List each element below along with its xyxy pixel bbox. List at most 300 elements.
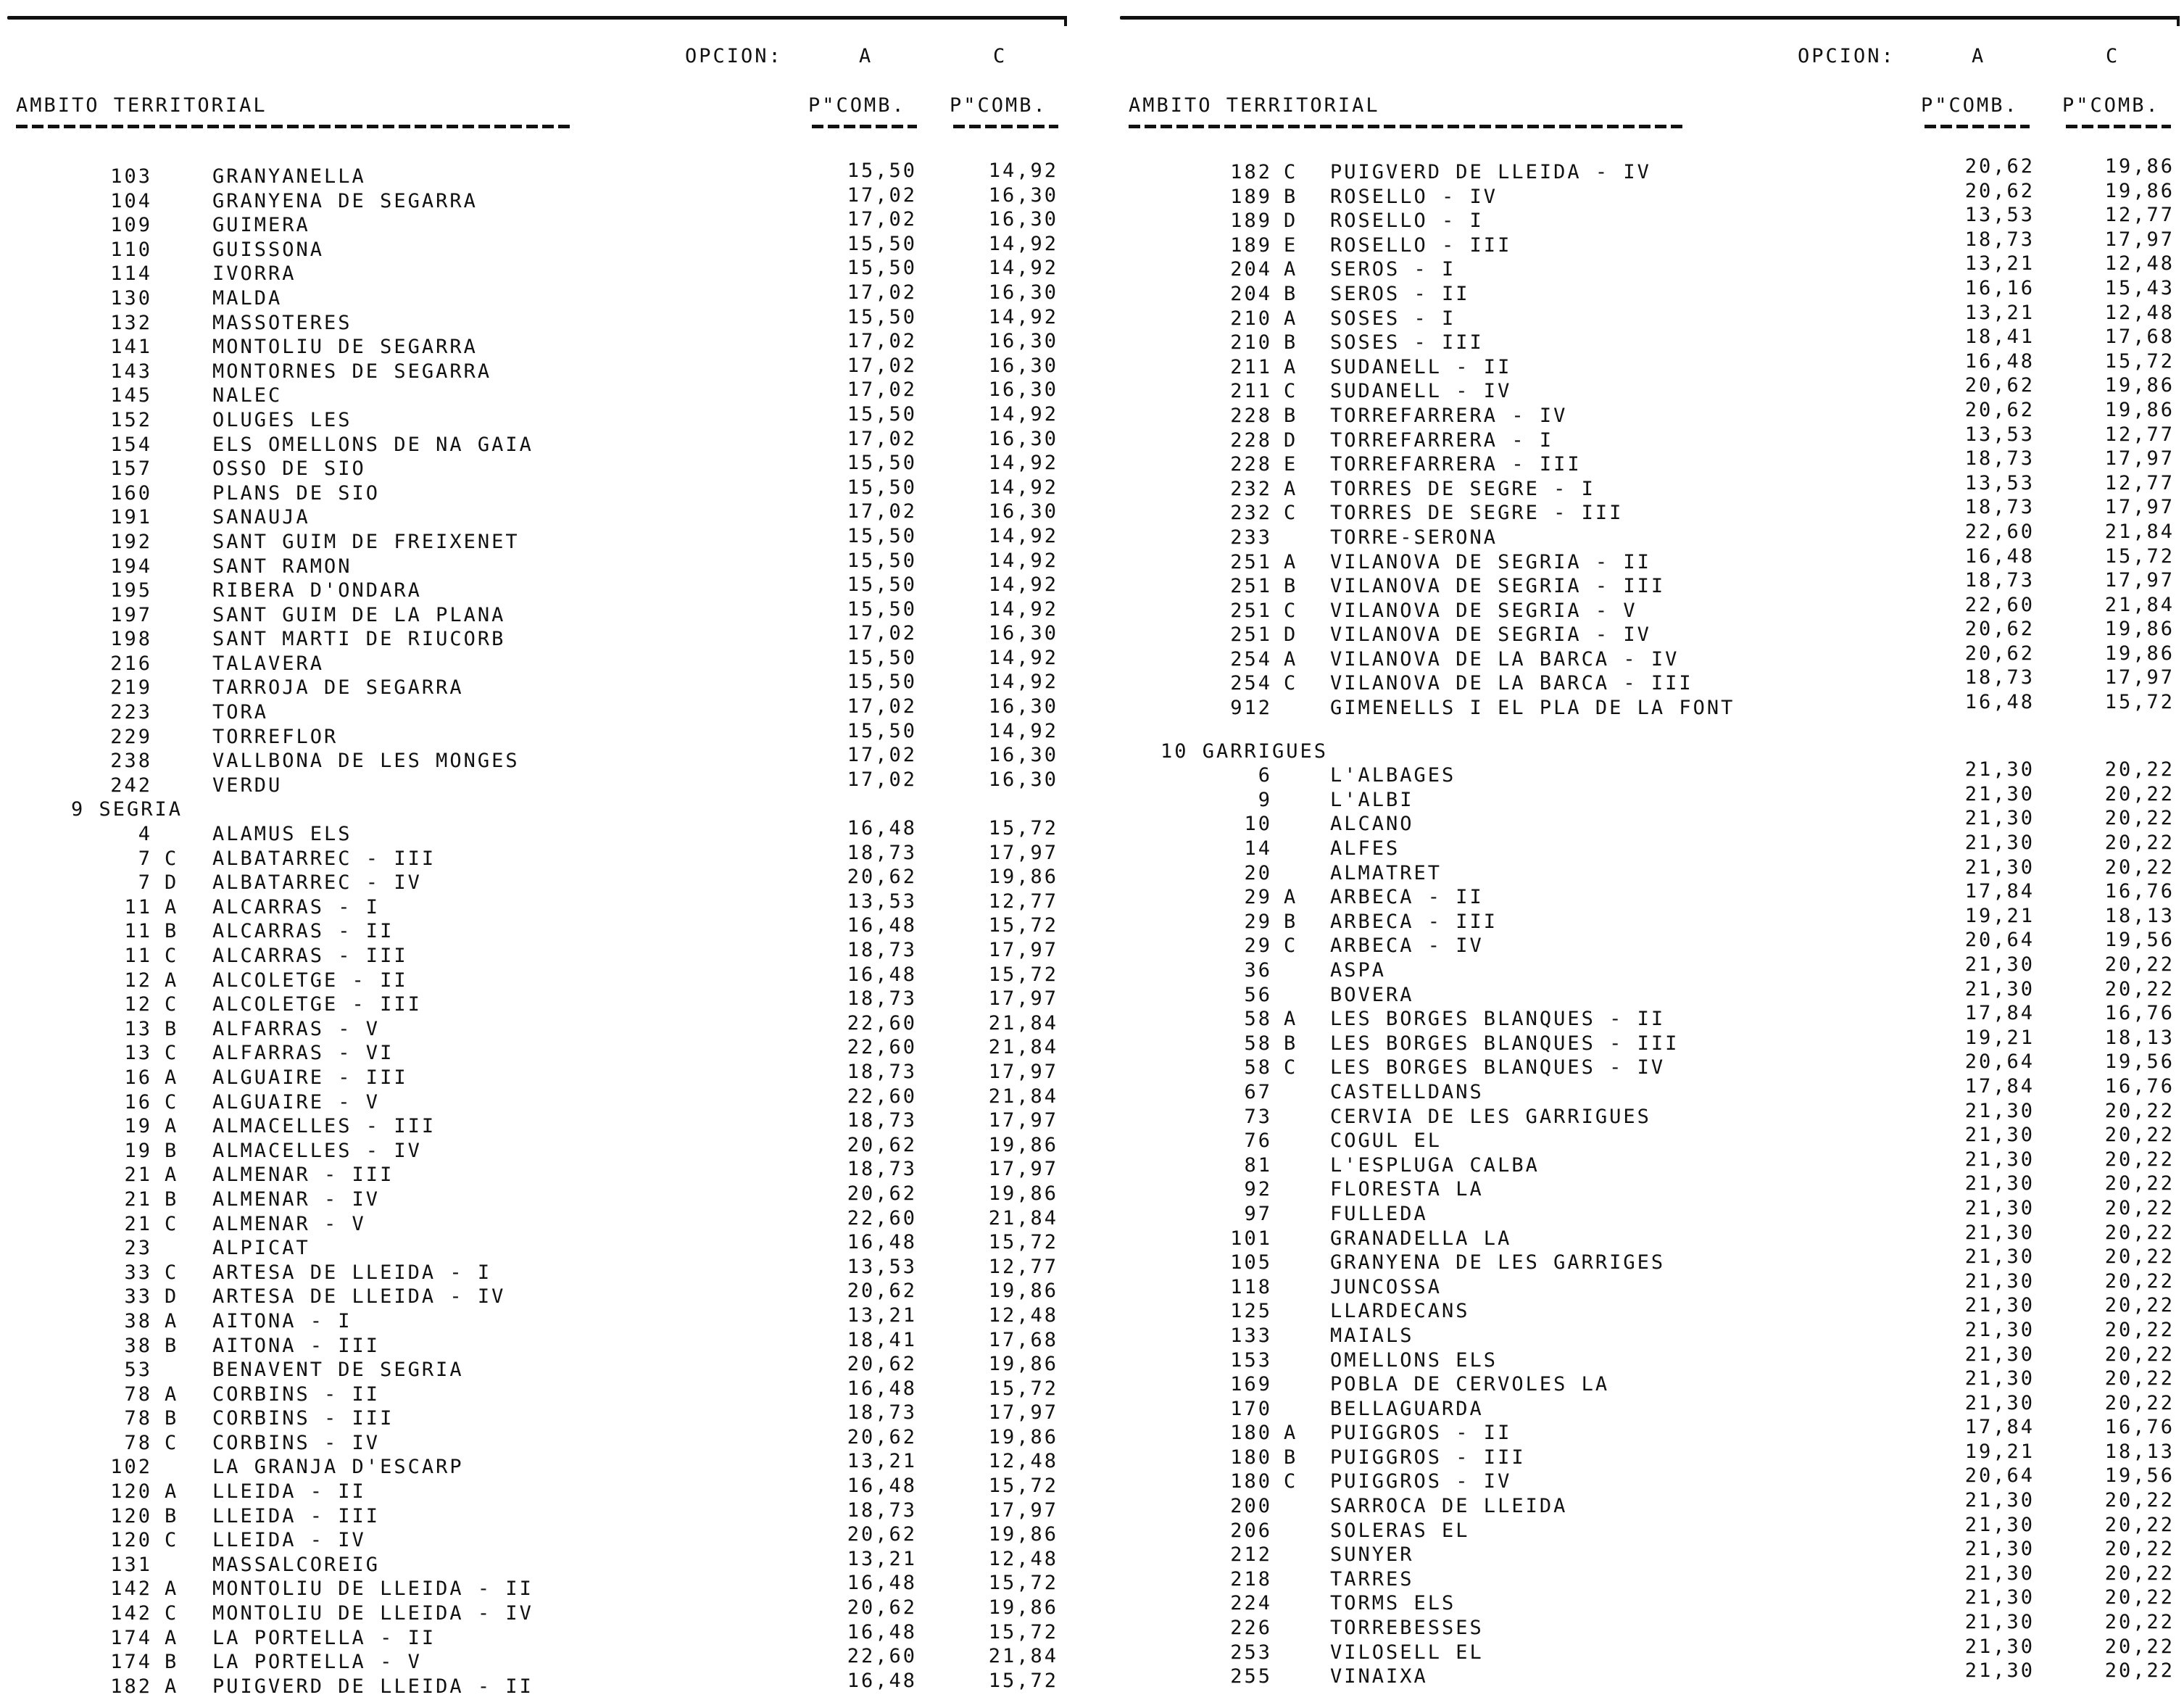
price-option-c: 20,22 [2104, 1538, 2175, 1561]
price-option-c: 16,30 [988, 281, 1058, 304]
municipality-code: 211 [1230, 355, 1272, 378]
price-option-c: 20,22 [2104, 1562, 2175, 1585]
municipality-code: 29 [1244, 934, 1272, 958]
zone-suffix: B [1284, 1446, 1298, 1469]
municipality-name: ARBECA - III [1330, 910, 1498, 933]
price-option-c: 14,92 [988, 671, 1058, 694]
municipality-name: VILANOVA DE SEGRIA - III [1330, 575, 1666, 598]
price-option-a: 21,30 [1964, 832, 2035, 855]
price-option-c: 19,86 [2104, 398, 2175, 421]
price-option-c: 19,86 [2104, 155, 2175, 178]
municipality-code: 110 [110, 238, 152, 261]
municipality-code: 97 [1244, 1202, 1272, 1225]
zone-suffix: D [1284, 623, 1298, 647]
zone-suffix: A [165, 969, 179, 992]
municipality-code: 251 [1230, 575, 1272, 598]
price-option-a: 21,30 [1964, 1635, 2035, 1658]
municipality-code: 191 [110, 506, 152, 529]
price-option-c: 20,22 [2104, 807, 2175, 830]
price-option-c: 20,22 [2104, 832, 2175, 855]
municipality-name: RIBERA D'ONDARA [212, 579, 422, 602]
price-option-c: 12,77 [2104, 471, 2175, 494]
price-option-a: 18,73 [1964, 447, 2035, 470]
price-option-c: 16,30 [988, 378, 1058, 402]
municipality-code: 78 [124, 1431, 152, 1454]
price-option-a: 21,30 [1964, 1148, 2035, 1171]
municipality-name: MONTOLIU DE SEGARRA [212, 336, 478, 359]
zone-suffix: D [1284, 210, 1298, 233]
price-option-c: 20,22 [2104, 1148, 2175, 1171]
price-option-c: 19,86 [988, 1353, 1058, 1376]
municipality-code: 120 [110, 1480, 152, 1504]
price-option-c: 15,72 [988, 914, 1058, 937]
municipality-name: SOLERAS EL [1330, 1519, 1470, 1542]
price-option-a: 17,02 [847, 183, 917, 207]
municipality-code: 180 [1230, 1422, 1272, 1445]
price-option-a: 15,50 [847, 524, 917, 547]
municipality-name: PLANS DE SIO [212, 481, 381, 505]
pcomb-a-heading: P"COMB. [1921, 94, 2019, 117]
municipality-code: 20 [1244, 861, 1272, 884]
zone-suffix: C [1284, 380, 1298, 403]
municipality-name: ALCOLETGE - II [212, 969, 408, 992]
price-option-c: 12,48 [2104, 252, 2175, 275]
price-option-a: 21,30 [1964, 1586, 2035, 1609]
price-option-a: 18,73 [847, 841, 917, 864]
option-a-label: A [1972, 45, 1986, 67]
municipality-name: TALAVERA [212, 652, 325, 675]
price-option-a: 16,48 [847, 1669, 917, 1692]
municipality-code: 19 [124, 1115, 152, 1138]
price-option-a: 19,21 [1964, 904, 2035, 927]
zone-suffix: B [165, 1017, 179, 1040]
zone-suffix: C [1284, 1470, 1298, 1493]
price-option-a: 21,30 [1964, 953, 2035, 976]
price-option-c: 19,86 [2104, 642, 2175, 665]
municipality-code: 102 [110, 1456, 152, 1479]
zone-suffix: A [1284, 258, 1298, 281]
zone-suffix: A [1284, 355, 1298, 378]
municipality-code: 212 [1230, 1543, 1272, 1567]
municipality-code: 194 [110, 555, 152, 578]
municipality-code: 224 [1230, 1592, 1272, 1615]
zone-suffix: C [1284, 502, 1298, 525]
price-option-c: 20,22 [2104, 1659, 2175, 1683]
price-option-c: 19,86 [2104, 374, 2175, 397]
municipality-name: FULLEDA [1330, 1202, 1428, 1225]
right-column [1120, 0, 2178, 1700]
municipality-code: 105 [1230, 1251, 1272, 1274]
zone-suffix: C [165, 945, 179, 967]
municipality-name: GRANYANELLA [212, 165, 366, 188]
price-option-a: 13,21 [847, 1450, 917, 1473]
municipality-code: 53 [124, 1359, 152, 1382]
municipality-name: L'ESPLUGA CALBA [1330, 1153, 1540, 1177]
municipality-name: TORREBESSES [1330, 1617, 1484, 1640]
municipality-name: ALAMUS ELS [212, 823, 352, 846]
price-option-a: 16,48 [847, 817, 917, 840]
price-option-c: 21,84 [2104, 593, 2175, 616]
price-option-c: 20,22 [2104, 758, 2175, 781]
price-option-a: 18,41 [847, 1328, 917, 1351]
municipality-name: TARROJA DE SEGARRA [212, 676, 464, 700]
municipality-name: ALCARRAS - I [212, 895, 381, 919]
price-option-a: 20,62 [847, 866, 917, 889]
municipality-name: GUISSONA [212, 238, 325, 261]
municipality-name: CASTELLDANS [1330, 1080, 1484, 1103]
municipality-name: SUNYER [1330, 1543, 1414, 1567]
municipality-code: 33 [124, 1285, 152, 1309]
price-option-a: 17,02 [847, 695, 917, 718]
price-option-a: 21,30 [1964, 1196, 2035, 1219]
municipality-name: PUIGGROS - III [1330, 1446, 1526, 1469]
municipality-code: 11 [124, 945, 152, 967]
municipality-code: 114 [110, 262, 152, 286]
municipality-code: 130 [110, 286, 152, 310]
municipality-name: TORREFARRERA - III [1330, 453, 1582, 476]
price-option-c: 15,72 [988, 1377, 1058, 1400]
section-spacer [1120, 721, 2178, 740]
price-option-a: 13,53 [1964, 204, 2035, 227]
price-option-c: 20,22 [2104, 1221, 2175, 1244]
price-option-c: 20,22 [2104, 1269, 2175, 1293]
municipality-name: ASPA [1330, 959, 1387, 982]
zone-suffix: C [165, 1261, 179, 1284]
municipality-name: ALMENAR - IV [212, 1187, 381, 1211]
price-option-c: 16,76 [2104, 1416, 2175, 1439]
price-option-c: 17,97 [2104, 496, 2175, 519]
price-option-c: 14,92 [988, 305, 1058, 328]
municipality-name: GIMENELLS I EL PLA DE LA FONT [1330, 697, 1735, 720]
zone-suffix: A [165, 1675, 179, 1698]
price-option-a: 16,48 [847, 963, 917, 986]
price-option-a: 18,73 [1964, 666, 2035, 689]
zone-suffix: A [165, 1066, 179, 1089]
comarca-name: 9 SEGRIA [71, 798, 183, 821]
zone-suffix: B [1284, 331, 1298, 354]
price-option-c: 21,84 [988, 1206, 1058, 1230]
price-option-a: 17,02 [847, 330, 917, 353]
price-option-c: 14,92 [988, 549, 1058, 572]
price-option-a: 18,73 [1964, 569, 2035, 592]
table-row [1120, 691, 2178, 721]
price-option-a: 18,73 [847, 939, 917, 961]
municipality-name: SANAUJA [212, 506, 310, 529]
price-option-a: 15,50 [847, 573, 917, 597]
price-option-a: 18,73 [847, 987, 917, 1011]
price-option-c: 16,76 [2104, 880, 2175, 903]
price-option-c: 19,86 [2104, 618, 2175, 641]
municipality-name: VINAIXA [1330, 1665, 1428, 1688]
price-option-c: 20,22 [2104, 977, 2175, 1000]
municipality-code: 174 [110, 1626, 152, 1649]
municipality-name: MONTORNES DE SEGARRA [212, 360, 492, 383]
price-option-a: 20,64 [1964, 1464, 2035, 1488]
municipality-name: ROSELLO - III [1330, 233, 1512, 257]
municipality-code: 11 [124, 920, 152, 943]
municipality-code: 206 [1230, 1519, 1272, 1542]
zone-suffix: A [165, 1115, 179, 1138]
municipality-code: 143 [110, 360, 152, 383]
price-option-a: 13,21 [847, 1547, 917, 1570]
zone-suffix: B [165, 1187, 179, 1211]
price-option-a: 18,73 [847, 1498, 917, 1522]
municipality-code: 23 [124, 1237, 152, 1260]
price-option-a: 21,30 [1964, 1538, 2035, 1561]
top-rule [1120, 16, 2178, 20]
municipality-code: 9 [1258, 788, 1272, 811]
municipality-name: MONTOLIU DE LLEIDA - IV [212, 1602, 533, 1625]
municipality-name: ARTESA DE LLEIDA - I [212, 1261, 492, 1284]
price-option-c: 14,92 [988, 597, 1058, 621]
municipality-name: ELS OMELLONS DE NA GAIA [212, 433, 533, 456]
municipality-name: MALDA [212, 286, 283, 310]
price-option-c: 20,22 [2104, 1513, 2175, 1536]
municipality-name: SUDANELL - II [1330, 355, 1512, 378]
zone-suffix: B [165, 1334, 179, 1357]
price-option-c: 14,92 [988, 719, 1058, 742]
zone-suffix: C [165, 1529, 179, 1552]
municipality-name: BENAVENT DE SEGRIA [212, 1359, 464, 1382]
price-option-c: 19,86 [988, 1182, 1058, 1205]
price-option-c: 17,97 [988, 1401, 1058, 1425]
municipality-code: 228 [1230, 453, 1272, 476]
municipality-name: LES BORGES BLANQUES - II [1330, 1008, 1666, 1031]
municipality-name: TARRES [1330, 1567, 1414, 1591]
price-option-c: 12,48 [988, 1303, 1058, 1327]
municipality-name: VILANOVA DE LA BARCA - III [1330, 672, 1693, 695]
price-option-a: 15,50 [847, 452, 917, 475]
municipality-code: 189 [1230, 185, 1272, 208]
municipality-code: 211 [1230, 380, 1272, 403]
zone-suffix: C [1284, 599, 1298, 622]
zone-suffix: B [165, 1139, 179, 1162]
price-option-a: 20,62 [847, 1182, 917, 1205]
price-option-c: 20,22 [2104, 1391, 2175, 1414]
municipality-code: 169 [1230, 1373, 1272, 1396]
municipality-code: 78 [124, 1382, 152, 1406]
municipality-name: SANT GUIM DE FREIXENET [212, 530, 520, 553]
price-option-c: 12,48 [988, 1450, 1058, 1473]
municipality-code: 198 [110, 628, 152, 651]
municipality-name: ALCANO [1330, 813, 1414, 836]
price-option-a: 15,50 [847, 671, 917, 694]
municipality-code: 251 [1230, 623, 1272, 647]
price-option-a: 18,73 [847, 1060, 917, 1083]
municipality-name: JUNCOSSA [1330, 1275, 1442, 1298]
price-option-c: 20,22 [2104, 1196, 2175, 1219]
price-option-a: 21,30 [1964, 1294, 2035, 1317]
price-option-c: 15,72 [988, 1669, 1058, 1692]
municipality-code: 131 [110, 1553, 152, 1576]
left-column [7, 0, 1066, 1700]
municipality-code: 78 [124, 1407, 152, 1430]
price-option-a: 21,30 [1964, 1513, 2035, 1536]
price-option-c: 16,30 [988, 695, 1058, 718]
municipality-code: 13 [124, 1017, 152, 1040]
zone-suffix: A [1284, 1008, 1298, 1031]
municipality-code: 170 [1230, 1397, 1272, 1420]
municipality-code: 16 [124, 1066, 152, 1089]
municipality-name: SOSES - I [1330, 307, 1456, 330]
municipality-code: 242 [110, 774, 152, 797]
municipality-code: 133 [1230, 1324, 1272, 1347]
price-option-a: 20,64 [1964, 1050, 2035, 1074]
municipality-name: IVORRA [212, 262, 296, 286]
municipality-code: 7 [138, 847, 152, 870]
municipality-code: 19 [124, 1139, 152, 1162]
municipality-code: 58 [1244, 1032, 1272, 1055]
price-option-a: 18,73 [1964, 496, 2035, 519]
comarca-name: 10 GARRIGUES [1160, 739, 1329, 763]
price-option-a: 17,02 [847, 768, 917, 791]
price-option-a: 17,84 [1964, 1074, 2035, 1098]
price-option-c: 19,86 [988, 1425, 1058, 1448]
municipality-code: 56 [1244, 983, 1272, 1006]
price-option-c: 18,13 [2104, 904, 2175, 927]
municipality-code: 216 [110, 652, 152, 675]
price-option-c: 12,48 [2104, 301, 2175, 324]
price-option-a: 13,53 [1964, 471, 2035, 494]
municipality-code: 36 [1244, 959, 1272, 982]
municipality-name: OSSO DE SIO [212, 457, 366, 481]
price-option-c: 17,97 [2104, 447, 2175, 470]
zone-suffix: C [165, 1431, 179, 1454]
municipality-code: 195 [110, 579, 152, 602]
municipality-code: 132 [110, 311, 152, 334]
municipality-code: 189 [1230, 233, 1272, 257]
price-option-a: 21,30 [1964, 1172, 2035, 1195]
price-option-c: 15,72 [988, 963, 1058, 986]
price-option-a: 21,30 [1964, 807, 2035, 830]
municipality-name: ROSELLO - IV [1330, 185, 1498, 208]
municipality-code: 180 [1230, 1446, 1272, 1469]
price-option-c: 15,72 [2104, 691, 2175, 714]
rate-table-right [1120, 155, 2178, 1690]
municipality-code: 210 [1230, 331, 1272, 354]
municipality-name: TORRE-SERONA [1330, 526, 1498, 549]
municipality-code: 73 [1244, 1105, 1272, 1128]
zone-suffix: C [165, 1602, 179, 1625]
municipality-name: ALFARRAS - V [212, 1017, 381, 1040]
price-option-c: 17,68 [988, 1328, 1058, 1351]
price-option-c: 12,48 [988, 1547, 1058, 1570]
price-option-a: 19,21 [1964, 1026, 2035, 1049]
price-option-c: 21,84 [988, 1036, 1058, 1059]
price-option-c: 14,92 [988, 524, 1058, 547]
price-option-a: 15,50 [847, 159, 917, 182]
price-option-c: 19,86 [988, 1280, 1058, 1303]
municipality-name: SANT MARTI DE RIUCORB [212, 628, 506, 651]
price-option-c: 14,92 [988, 232, 1058, 255]
price-option-c: 20,22 [2104, 782, 2175, 805]
municipality-code: 226 [1230, 1617, 1272, 1640]
price-option-a: 17,84 [1964, 1416, 2035, 1439]
price-option-c: 14,92 [988, 402, 1058, 426]
price-option-a: 13,53 [1964, 423, 2035, 446]
option-a-label: A [859, 45, 873, 67]
municipality-code: 251 [1230, 599, 1272, 622]
municipality-code: 13 [124, 1042, 152, 1065]
municipality-code: 253 [1230, 1641, 1272, 1664]
price-option-a: 16,48 [1964, 691, 2035, 714]
price-option-c: 17,97 [988, 841, 1058, 864]
price-option-a: 17,84 [1964, 880, 2035, 903]
municipality-name: SARROCA DE LLEIDA [1330, 1495, 1568, 1518]
municipality-name: ARBECA - IV [1330, 934, 1484, 958]
price-option-a: 20,62 [1964, 155, 2035, 178]
heading-underline [1129, 125, 1687, 128]
rate-table-left [7, 159, 1066, 1699]
price-option-a: 21,30 [1964, 1562, 2035, 1585]
price-option-c: 20,22 [2104, 1343, 2175, 1366]
municipality-name: BOVERA [1330, 983, 1414, 1006]
price-option-a: 15,50 [847, 476, 917, 499]
price-option-a: 17,02 [847, 208, 917, 231]
zone-suffix: A [165, 895, 179, 919]
municipality-code: 238 [110, 750, 152, 773]
price-option-c: 14,92 [988, 476, 1058, 499]
price-option-c: 20,22 [2104, 1294, 2175, 1317]
municipality-name: TORREFARRERA - I [1330, 428, 1554, 452]
municipality-name: VALLBONA DE LES MONGES [212, 750, 520, 773]
price-option-c: 21,84 [988, 1085, 1058, 1108]
price-option-a: 21,30 [1964, 1367, 2035, 1390]
municipality-name: MAIALS [1330, 1324, 1414, 1347]
price-option-c: 16,30 [988, 768, 1058, 791]
price-option-a: 20,62 [1964, 642, 2035, 665]
price-option-a: 13,21 [1964, 301, 2035, 324]
municipality-code: 145 [110, 384, 152, 407]
municipality-name: ALCARRAS - III [212, 945, 408, 967]
price-option-c: 15,72 [988, 817, 1058, 840]
price-option-a: 21,30 [1964, 1611, 2035, 1634]
municipality-name: ALMENAR - V [212, 1212, 366, 1235]
price-option-a: 20,62 [847, 1133, 917, 1156]
municipality-name: ALMACELLES - IV [212, 1139, 422, 1162]
municipality-code: 204 [1230, 258, 1272, 281]
municipality-code: 152 [110, 408, 152, 431]
pcomb-c-underline [953, 125, 1058, 128]
price-option-c: 16,30 [988, 183, 1058, 207]
municipality-name: AITONA - I [212, 1309, 352, 1332]
municipality-name: PUIGGROS - II [1330, 1422, 1512, 1445]
price-option-c: 12,77 [988, 1255, 1058, 1278]
price-option-a: 22,60 [1964, 520, 2035, 543]
municipality-code: 251 [1230, 550, 1272, 573]
municipality-name: ALGUAIRE - V [212, 1090, 381, 1114]
price-option-a: 17,02 [847, 622, 917, 645]
municipality-name: LES BORGES BLANQUES - IV [1330, 1056, 1666, 1079]
price-option-c: 16,30 [988, 500, 1058, 523]
price-option-c: 14,92 [988, 257, 1058, 280]
municipality-code: 254 [1230, 647, 1272, 671]
price-option-c: 17,97 [988, 1060, 1058, 1083]
municipality-code: 101 [1230, 1227, 1272, 1250]
municipality-name: MASSALCOREIG [212, 1553, 381, 1576]
price-option-a: 21,30 [1964, 1245, 2035, 1269]
municipality-name: GRANYENA DE SEGARRA [212, 189, 478, 212]
municipality-code: 10 [1244, 813, 1272, 836]
municipality-code: 160 [110, 481, 152, 505]
zone-suffix: A [1284, 550, 1298, 573]
municipality-code: 174 [110, 1651, 152, 1674]
price-option-a: 20,62 [847, 1280, 917, 1303]
price-option-c: 15,72 [988, 1231, 1058, 1254]
zone-suffix: E [1284, 233, 1298, 257]
price-option-c: 20,22 [2104, 1099, 2175, 1122]
price-option-a: 22,60 [847, 1085, 917, 1108]
